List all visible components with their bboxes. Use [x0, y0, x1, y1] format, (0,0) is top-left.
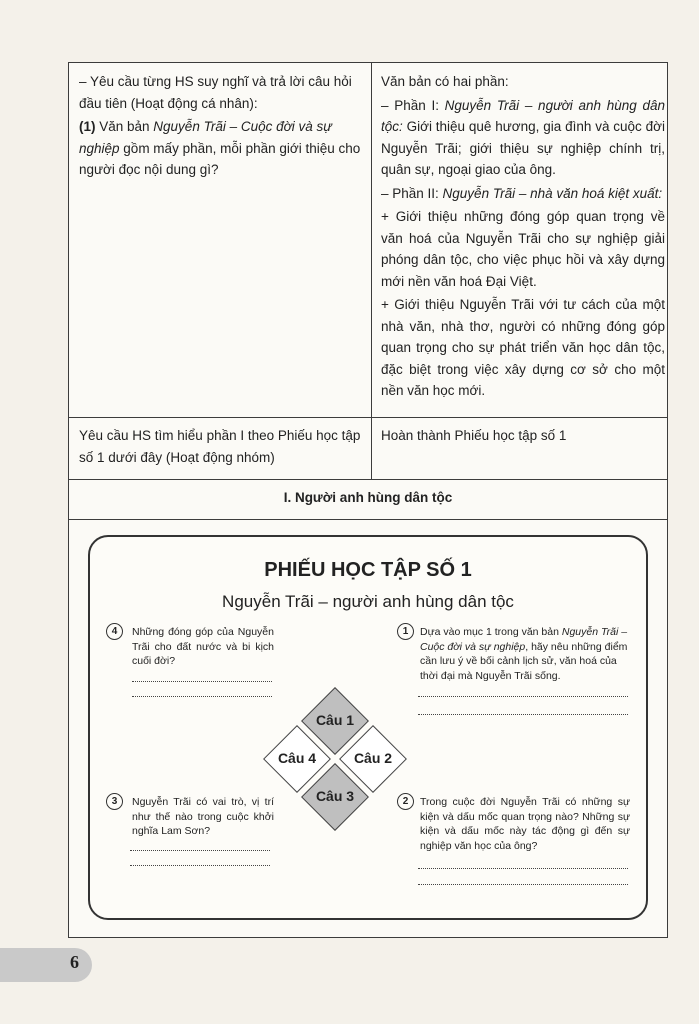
- row1-right-cell: [381, 71, 665, 404]
- answer-line: [132, 681, 272, 682]
- instruction-text: – Yêu cầu từng HS suy nghĩ và trả lời câu hỏi đầu tiên (Hoạt động cá nhân):: [79, 74, 352, 111]
- question-text-part: Dựa vào mục 1 trong văn bản: [420, 626, 562, 638]
- part-label: – Phần II:: [381, 185, 443, 201]
- group-task-answer: Hoàn thành Phiếu học tập số 1: [381, 428, 567, 443]
- cau-3-label: Câu 3: [315, 788, 355, 804]
- question-text-part: Văn bản: [95, 119, 154, 134]
- cau-1-label: Câu 1: [315, 712, 355, 728]
- text-title: Nguyễn Trãi – Cuộc đời và sự nghiệp: [79, 119, 332, 156]
- question-1-text: [79, 116, 365, 181]
- row2-right-cell: [381, 425, 665, 449]
- question-1-text: [420, 625, 635, 683]
- question-1-number: 1: [397, 623, 414, 640]
- question-3-text: Nguyễn Trãi có vai trò, vị trí như thế nào trong cuộc khởi nghĩa Lam Sơn?: [132, 796, 274, 837]
- text-title: Nguyễn Trãi – Cuộc đời và sự nghiệp: [420, 626, 628, 653]
- row1-left-cell: [79, 71, 365, 183]
- answer-line: [418, 696, 628, 697]
- row-divider: [69, 417, 667, 418]
- part-title: Nguyễn Trãi – nhà văn hoá kiệt xuất:: [442, 185, 663, 201]
- row-divider: [69, 479, 667, 480]
- question-3-number: 3: [106, 793, 123, 810]
- cau-2-label: Câu 2: [353, 750, 393, 766]
- answer-bullet: + Giới thiệu Nguyễn Trãi với tư cách của một nhà văn, nhà thơ, người có những đóng góp quan trọng cho sự phát triển văn học dân tộc, đặc biệt trong việc xây dựng cơ sở cho một nền văn học mới.: [381, 297, 665, 398]
- answer-line: [130, 865, 270, 866]
- page-number: 6: [70, 952, 79, 972]
- group-task-text: Yêu cầu HS tìm hiểu phần I theo Phiếu học tập số 1 dưới đây (Hoạt động nhóm): [79, 428, 361, 465]
- answer-part-2: [381, 183, 665, 205]
- question-text-part: , hãy nêu những điểm cần lưu ý về bối cảnh lịch sử, văn hoá của thời đại mà Nguyễn Trãi sống.: [420, 640, 628, 682]
- question-text-part: gồm mấy phần, mỗi phần giới thiệu cho người đọc nội dung gì?: [79, 140, 361, 177]
- question-2-number: 2: [397, 793, 414, 810]
- question-4-number: 4: [106, 623, 123, 640]
- answer-bullet: + Giới thiệu những đóng góp quan trọng về văn hoá của Nguyễn Trãi cho sự nghiệp giải phóng dân tộc, cho việc phục hồi và xây dựng mới nền văn hoá Đại Việt.: [381, 209, 665, 289]
- row2-left-cell: [79, 425, 365, 470]
- section-heading: I. Người anh hùng dân tộc: [283, 490, 453, 505]
- answer-part-1: [381, 95, 665, 181]
- answer-line: [130, 850, 270, 851]
- question-4-text: Những đóng góp của Nguyễn Trãi cho đất nước và bi kịch cuối đời?: [132, 626, 274, 667]
- cau-4-label: Câu 4: [277, 750, 317, 766]
- answer-line: [418, 884, 628, 885]
- worksheet-title: PHIẾU HỌC TẬP SỐ 1: [264, 559, 472, 581]
- worksheet-subtitle: Nguyễn Trãi – người anh hùng dân tộc: [222, 592, 514, 611]
- part-description: Giới thiệu quê hương, gia đình và cuộc đời Nguyễn Trãi; giới thiệu sự nghiệp chính trị, quân sự, ngoại giao của ông.: [381, 119, 665, 177]
- answer-line: [418, 714, 628, 715]
- answer-line: [418, 868, 628, 869]
- question-2-text: Trong cuộc đời Nguyễn Trãi có những sự kiện và dấu mốc quan trọng nào? Những sự kiện và dấu mốc này tác động gì đến sự nghiệp văn học của ông?: [420, 796, 630, 852]
- answer-intro: Văn bản có hai phần:: [381, 74, 509, 89]
- answer-line: [132, 696, 272, 697]
- part-title: Nguyễn Trãi – người anh hùng dân tộc:: [381, 97, 665, 134]
- part-label: – Phần I:: [381, 97, 445, 113]
- row-divider: [69, 519, 667, 520]
- worksheet-card: [88, 535, 648, 920]
- question-number: (1): [79, 119, 96, 134]
